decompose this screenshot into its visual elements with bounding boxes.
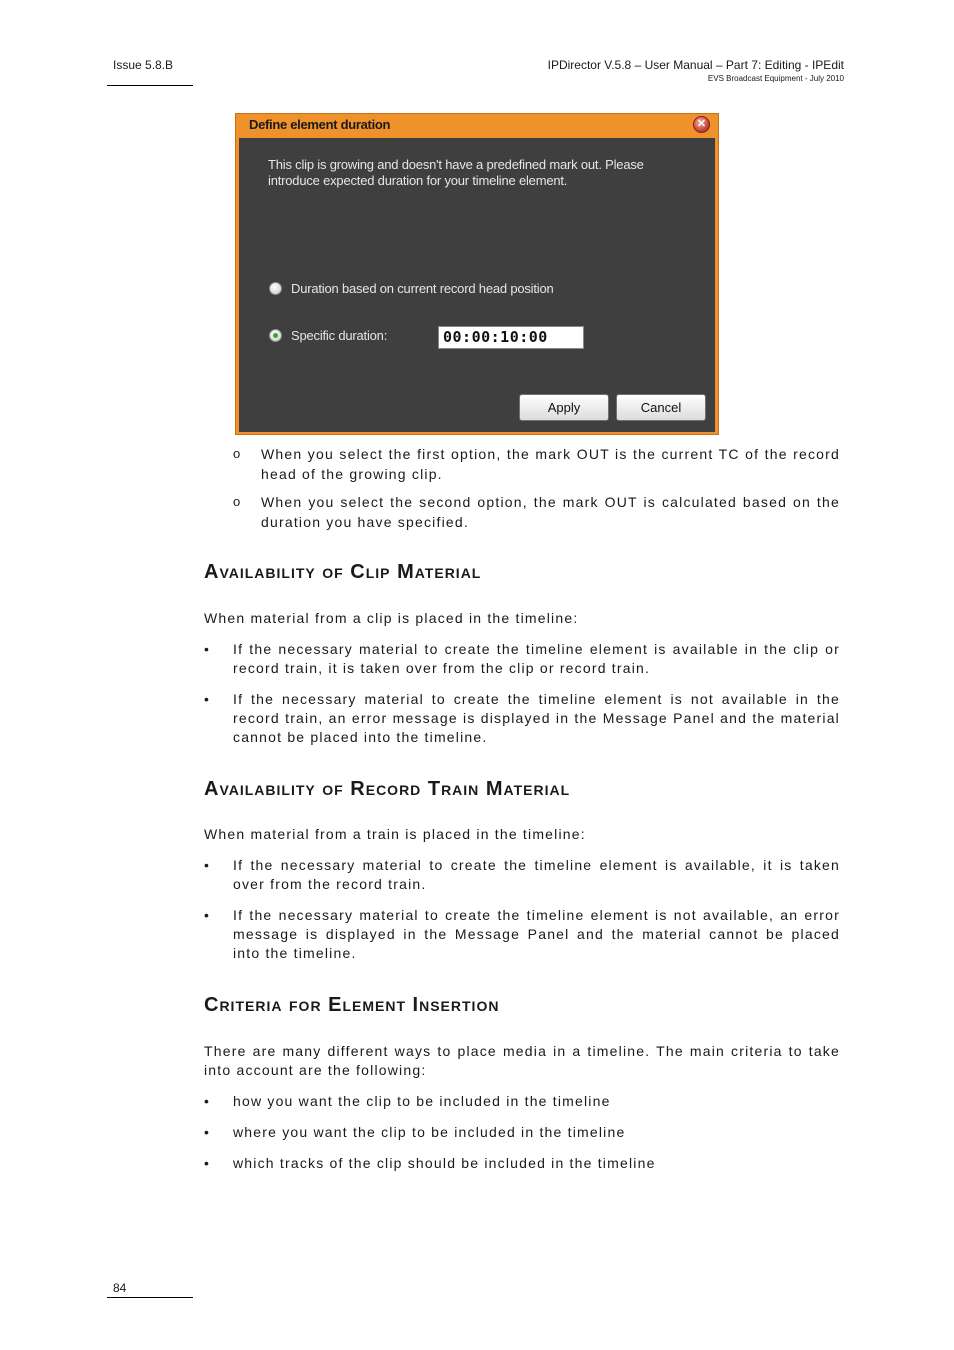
dialog-titlebar <box>236 114 718 136</box>
bullet-marker: • <box>204 641 211 657</box>
list-item-text: which tracks of the clip should be included in the timeline <box>233 1155 656 1171</box>
list-item-text: If the necessary material to create the timeline element is available, it is taken over from the record train. <box>233 857 840 892</box>
sub-bullet-text: When you select the first option, the mark OUT is the current TC of the record head of the growing clip. <box>261 446 840 482</box>
list-item <box>204 1154 840 1173</box>
dialog-body <box>239 138 715 432</box>
header-rule <box>107 85 193 86</box>
dialog-title: Define element duration <box>249 117 391 132</box>
list-item <box>204 1123 840 1142</box>
list-item <box>204 640 840 678</box>
option-record-head-label: Duration based on current record head position <box>291 280 554 296</box>
header-title: IPDirector V.5.8 – User Manual – Part 7: Editing - IPEdit <box>547 58 844 72</box>
list-item-text: If the necessary material to create the timeline element is not available in the record train, an error message is displayed in the Message Panel and the material cannot be placed into the timeline. <box>233 691 840 745</box>
bullet-marker: • <box>204 691 211 707</box>
header-right <box>548 58 844 83</box>
footer-rule <box>107 1297 193 1298</box>
radio-record-head[interactable] <box>269 282 282 295</box>
list-item <box>204 906 840 963</box>
bullet-marker: • <box>204 1093 211 1109</box>
dialog-message: This clip is growing and doesn't have a predefined mark out. Please introduce expected duration for your timeline element. <box>268 157 644 188</box>
page-number: 84 <box>113 1281 127 1295</box>
bullet-marker: • <box>204 857 211 873</box>
sub-bullet-marker: o <box>233 446 242 461</box>
close-icon[interactable]: ✕ <box>693 116 710 133</box>
header-company-date: EVS Broadcast Equipment - July 2010 <box>707 74 844 83</box>
list-item-text: where you want the clip to be included in the timeline <box>233 1124 626 1140</box>
list-item-text: If the necessary material to create the timeline element is not available, an error message is displayed in the Message Panel and the material cannot be placed into the timeline. <box>233 907 840 961</box>
cancel-button[interactable]: Cancel <box>616 394 706 421</box>
sub-bullet-marker: o <box>233 494 242 509</box>
section-heading-element-insertion: Criteria for Element Insertion <box>204 994 500 1016</box>
bullet-marker: • <box>204 907 211 923</box>
section-intro: When material from a train is placed in the timeline: <box>204 826 586 842</box>
list-item <box>204 1092 840 1111</box>
option-specific-duration[interactable] <box>269 326 387 344</box>
option-specific-duration-label: Specific duration: <box>291 327 388 343</box>
sub-bullet-item <box>233 492 840 532</box>
define-duration-dialog <box>235 113 719 435</box>
apply-button[interactable]: Apply <box>519 394 609 421</box>
section-intro: There are many different ways to place media in a timeline. The main criteria to take into account are the following: <box>204 1043 840 1078</box>
list-item <box>204 856 840 894</box>
section-intro: When material from a clip is placed in the timeline: <box>204 610 579 626</box>
sub-bullet-text: When you select the second option, the mark OUT is calculated based on the duration you have specified. <box>261 494 840 530</box>
section-heading-clip-material: Availability of Clip Material <box>204 561 482 583</box>
bullet-marker: • <box>204 1124 211 1140</box>
list-item-text: how you want the clip to be included in the timeline <box>233 1093 611 1109</box>
list-item <box>204 690 840 747</box>
duration-timecode-input[interactable]: 00:00:10:00 <box>438 326 584 349</box>
sub-bullet-item <box>233 444 840 484</box>
header-issue: Issue 5.8.B <box>113 58 174 72</box>
bullet-marker: • <box>204 1155 211 1171</box>
radio-specific-duration[interactable] <box>269 329 282 342</box>
option-record-head[interactable] <box>269 279 554 297</box>
list-item-text: If the necessary material to create the timeline element is available in the clip or record train, it is taken over from the clip or record train. <box>233 641 840 676</box>
section-heading-record-train: Availability of Record Train Material <box>204 778 571 800</box>
